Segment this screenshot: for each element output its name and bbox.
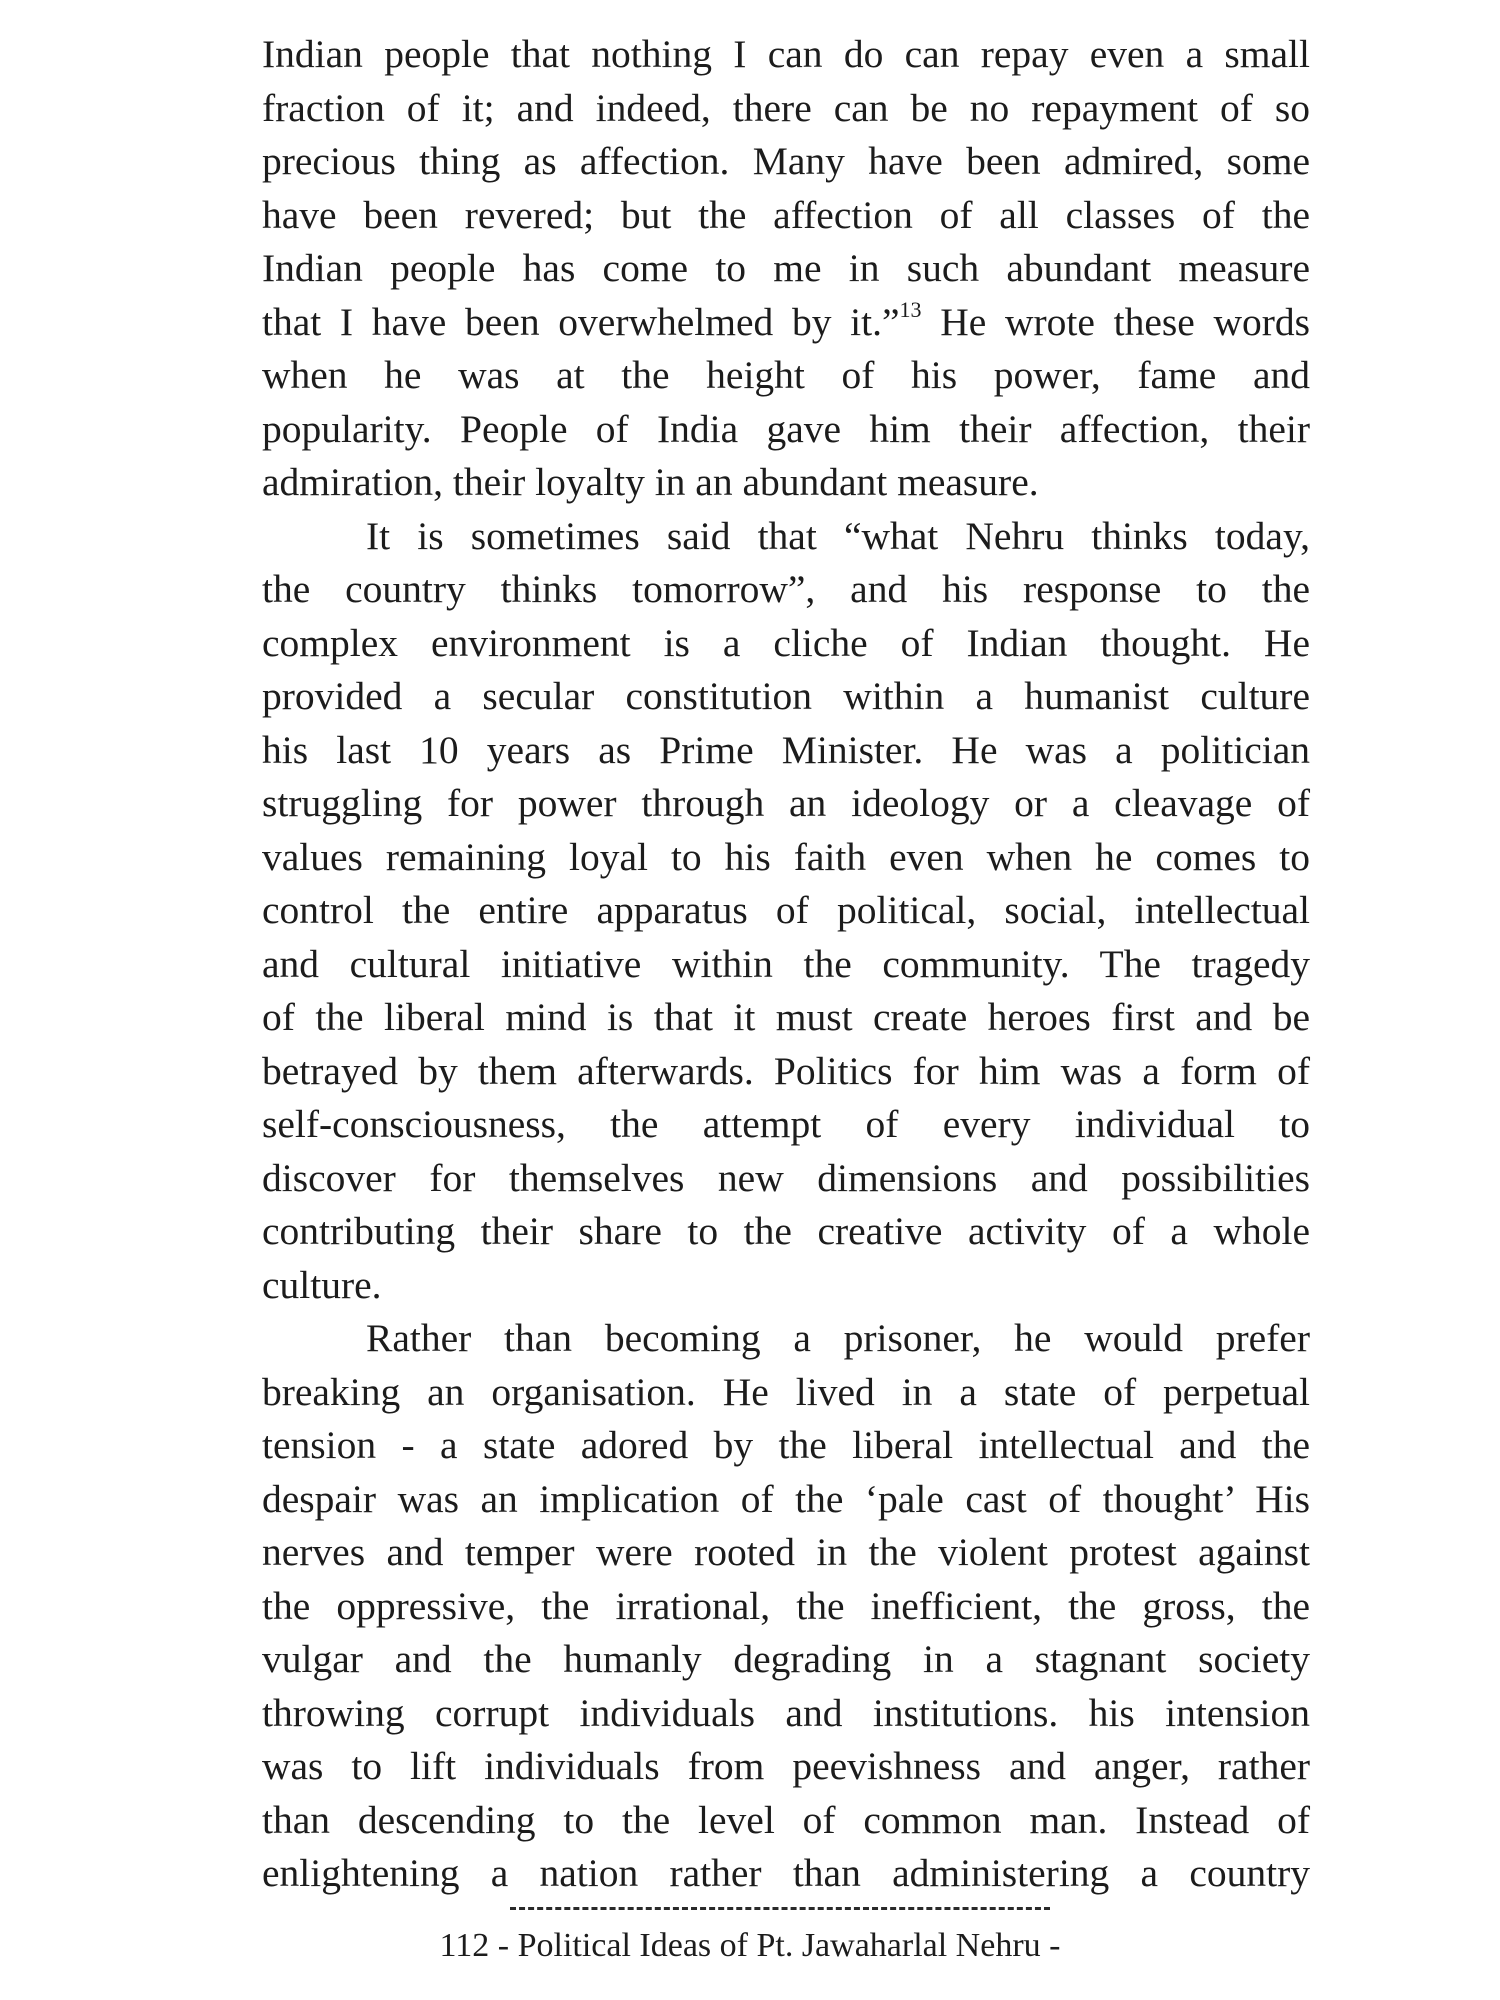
running-title: - Political Ideas of Pt. Jawaharlal Nehru -: [497, 1927, 1061, 1964]
text-line: It is sometimes said that “what Nehru thinks today,: [366, 513, 1310, 558]
text-line: throwing corrupt individuals and institutions. his intension: [262, 1690, 1310, 1735]
text-line: admiration, their loyalty in an abundant measure.: [262, 460, 1039, 504]
text-line: was to lift individuals from peevishness and anger, rather: [262, 1744, 1310, 1788]
text-line: of the liberal mind is that it must create heroes first and be: [262, 995, 1310, 1039]
page-footer: [0, 1924, 1500, 1968]
text-line: than descending to the level of common man. Instead of: [262, 1797, 1310, 1842]
text-fragment: that I have been overwhelmed by it.”: [262, 299, 900, 344]
text-line: control the entire apparatus of political, social, intellectual: [262, 888, 1310, 932]
footer-dashed-rule: [510, 1907, 1050, 1910]
text-line: self-consciousness, the attempt of every individual to: [262, 1102, 1310, 1146]
text-line: complex environment is a cliche of Indian thought. He: [262, 620, 1310, 665]
text-line: discover for themselves new dimensions and possibilities: [262, 1155, 1310, 1200]
body-text: [262, 28, 1310, 1901]
text-line: betrayed by them afterwards. Politics for him was a form of: [262, 1048, 1310, 1093]
text-line: fraction of it; and indeed, there can be no repayment of so: [262, 85, 1310, 130]
text-line: have been revered; but the affection of all classes of the: [262, 192, 1310, 237]
text-line: the country thinks tomorrow”, and his response to the: [262, 567, 1310, 611]
text-line: precious thing as affection. Many have been admired, some: [262, 139, 1310, 183]
page-number: 112: [439, 1927, 490, 1964]
text-line: despair was an implication of the ‘pale cast of thought’ His: [262, 1476, 1310, 1521]
text-line: breaking an organisation. He lived in a state of perpetual: [262, 1369, 1310, 1414]
text-line: enlightening a nation rather than administering a country: [262, 1851, 1310, 1895]
text-line: vulgar and the humanly degrading in a stagnant society: [262, 1637, 1310, 1681]
text-fragment: He wrote these words: [921, 299, 1310, 344]
text-line: tension - a state adored by the liberal intellectual and the: [262, 1423, 1310, 1467]
text-line: his last 10 years as Prime Minister. He was a politician: [262, 727, 1310, 772]
text-line: Indian people has come to me in such abundant measure: [262, 246, 1310, 290]
footnote-reference: 13: [899, 296, 922, 322]
text-line: contributing their share to the creative activity of a whole: [262, 1209, 1310, 1253]
text-line: the oppressive, the irrational, the inefficient, the gross, the: [262, 1583, 1310, 1628]
paragraph-3: [262, 1312, 1310, 1901]
text-line: nerves and temper were rooted in the violent protest against: [262, 1530, 1310, 1574]
text-line: provided a secular constitution within a humanist culture: [262, 674, 1310, 718]
paragraph-1: [262, 28, 1310, 510]
text-line: Indian people that nothing I can do can repay even a small: [262, 32, 1310, 76]
text-line: values remaining loyal to his faith even when he comes to: [262, 834, 1310, 879]
text-line: struggling for power through an ideology or a cleavage of: [262, 781, 1310, 825]
paragraph-2: [262, 510, 1310, 1313]
text-line: Rather than becoming a prisoner, he would prefer: [366, 1316, 1310, 1360]
text-line-with-footnote: [262, 296, 1310, 350]
text-line: culture.: [262, 1262, 382, 1307]
text-line: when he was at the height of his power, fame and: [262, 353, 1310, 397]
text-line: and cultural initiative within the community. The tragedy: [262, 941, 1310, 986]
text-line: popularity. People of India gave him their affection, their: [262, 406, 1310, 451]
